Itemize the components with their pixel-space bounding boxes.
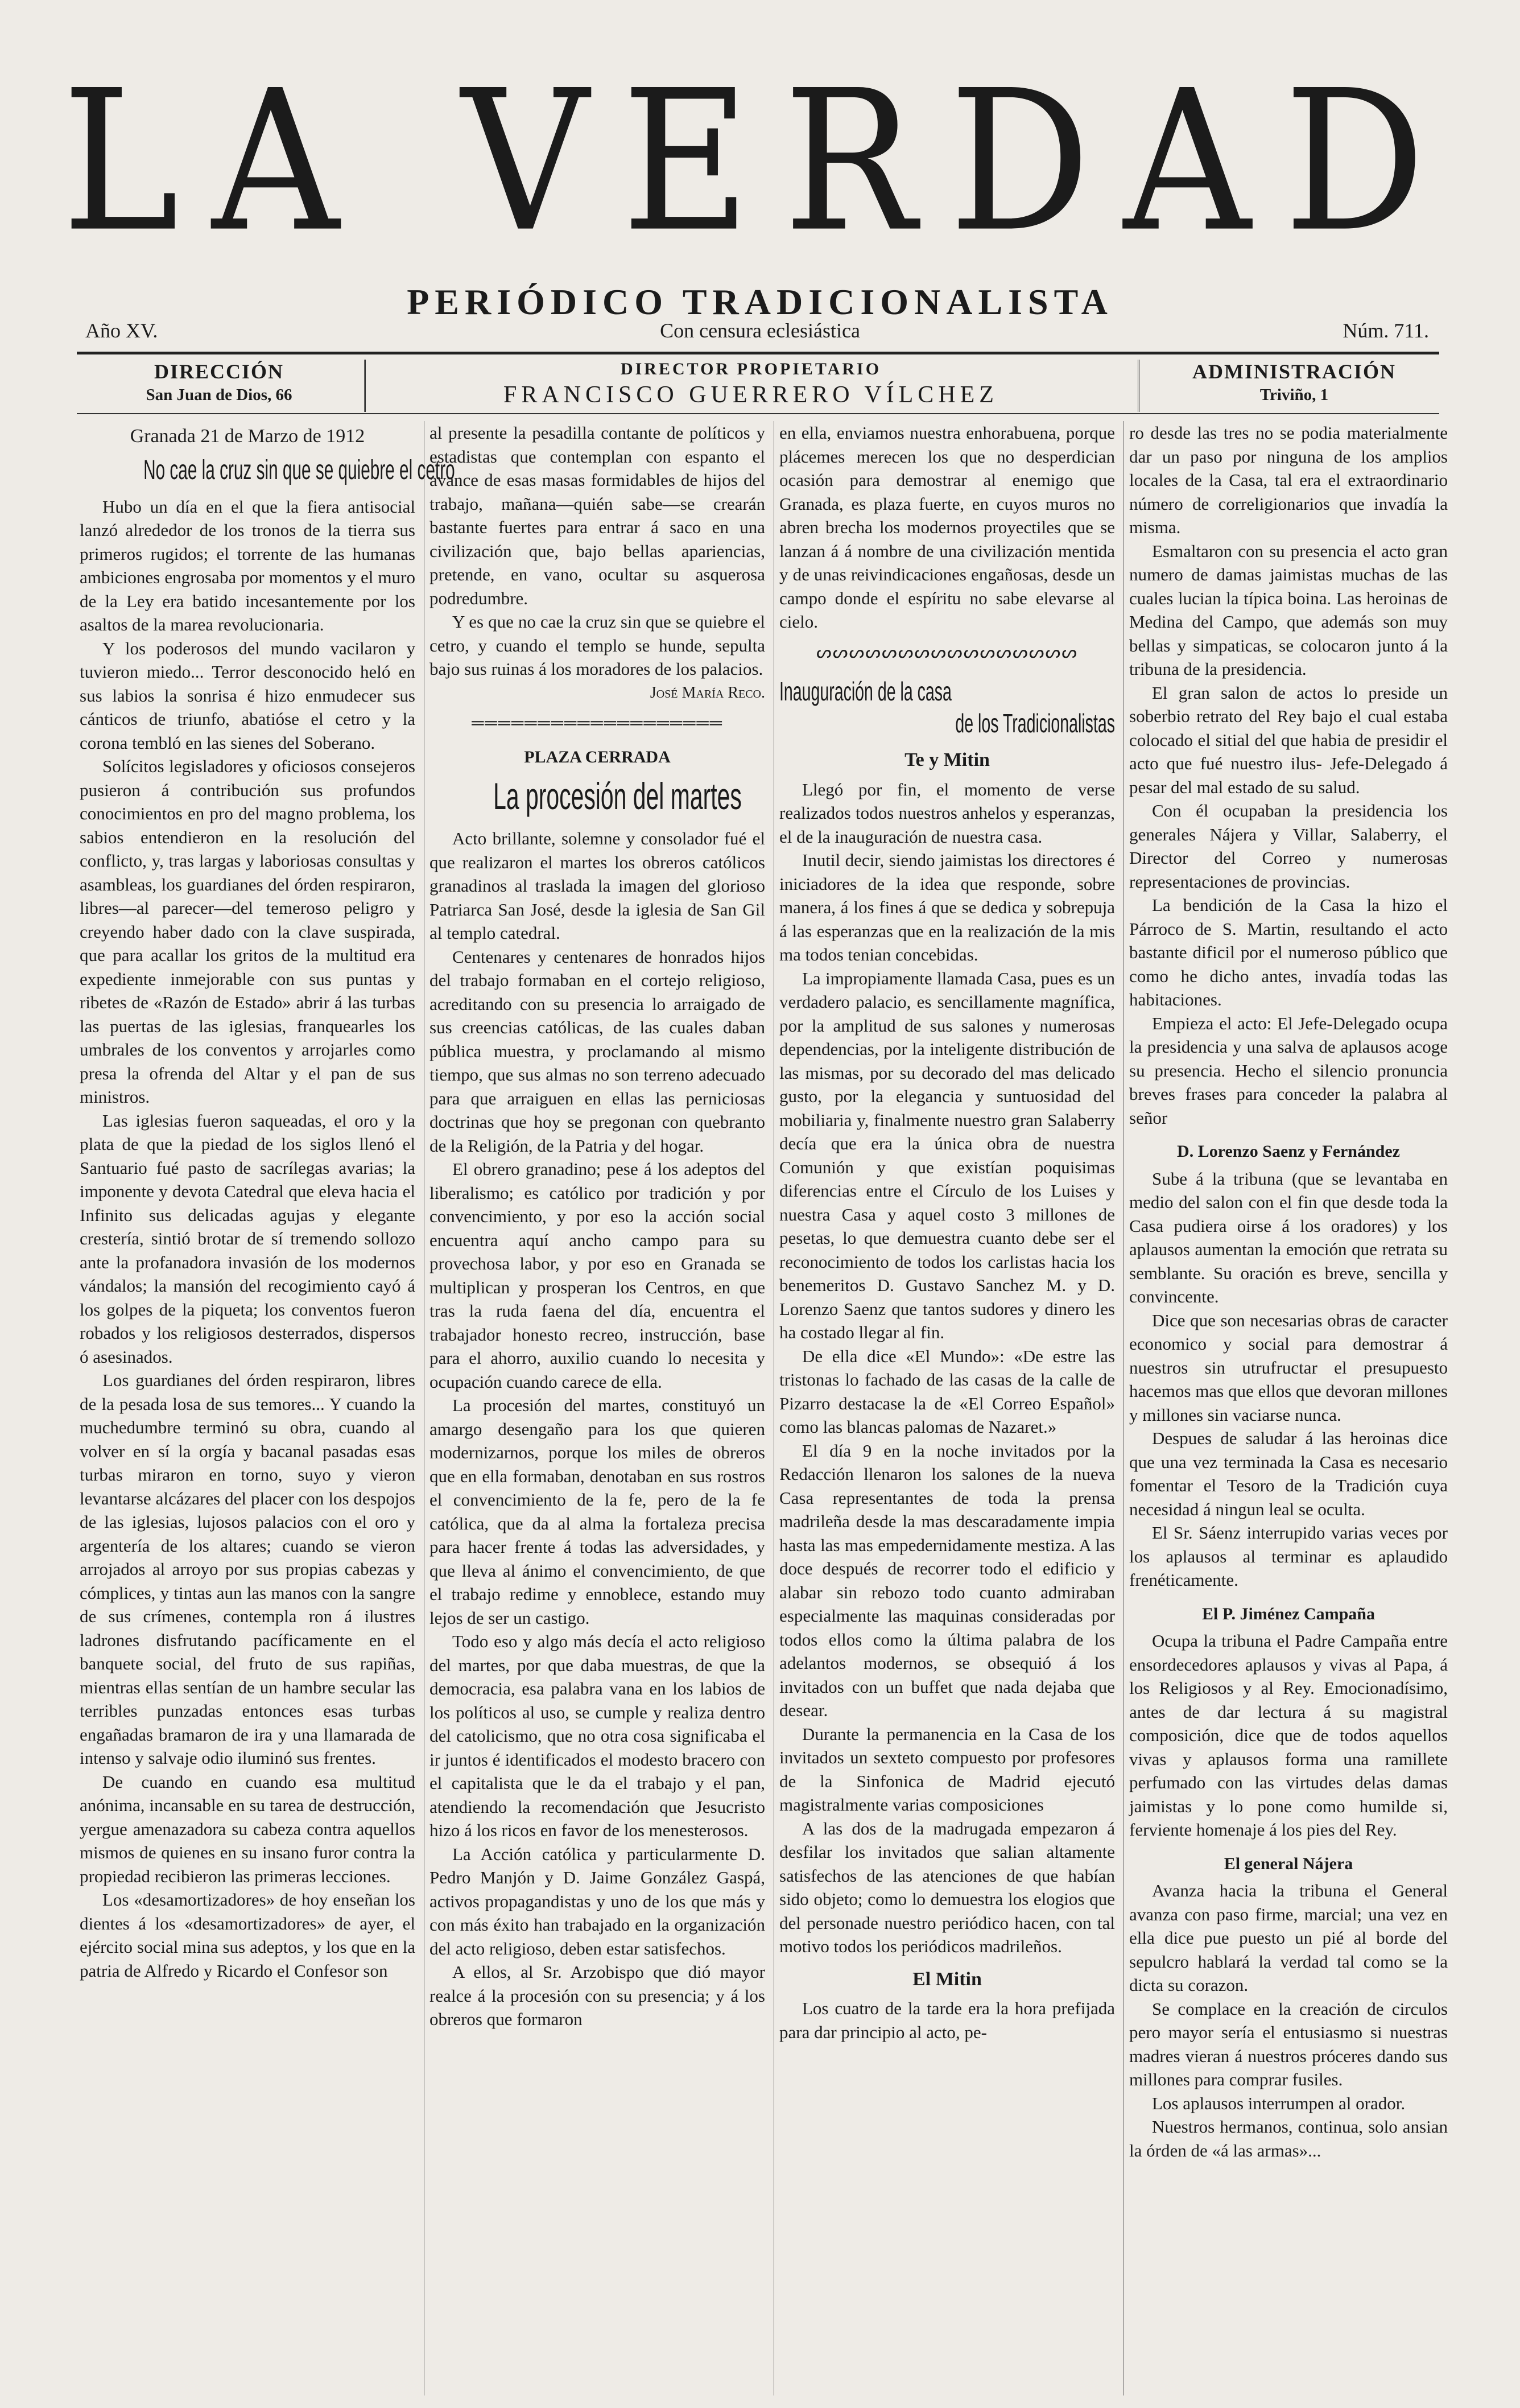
direccion-label: DIRECCIÓN — [154, 360, 284, 383]
paragraph: Esmaltaron con su presencia el acto gran numero de damas jaimistas muchas de las cuales lucian la típica boina. Las heroinas de Medina del Campo, que además son muy bellas y simpaticas, se colocaron junto á la tribuna de la presidencia. — [1129, 541, 1448, 679]
author-signature: José María Reco. — [650, 683, 765, 702]
paragraph: El obrero granadino; pese á los adeptos del liberalismo; es católico por tradición y por convencimiento, y por eso la acción social encuentra aquí ancho campo para su provechosa labor, y por eso en Granada se multiplican y prosperan los Centros, en que tras la ruda faena del día, encuentra el trabajador honesto recreo, instrucción, base para el ahorro, auxilio cuando lo necesita y ocupación cuando carece de ella. — [429, 1159, 765, 1392]
column-1 — [80, 421, 455, 2395]
header-separator-right — [1138, 360, 1139, 412]
paragraph: A ellos, al Sr. Arzobispo que dió mayor realce á la procesión con su presencia; y á los obreros que formaron — [429, 1962, 765, 2029]
paragraph: Y los poderosos del mundo vacilaron y tuvieron miedo... Terror desconocido heló en sus labios la sonrisa é hizo enmudecer sus cánticos de triunfo, abatióse el cetro y la corona tembló en las sienes del Soberano. — [80, 638, 415, 753]
paragraph: El gran salon de actos lo preside un soberbio retrato del Rey bajo el cual estaba colocado el sitial del que habia de presidir el acto que fué nuestro ilus- Jefe-Delegado á pesar del mal estado de su salud. — [1129, 682, 1448, 797]
header-top-rule — [77, 352, 1439, 354]
paragraph: Los cuatro de la tarde era la hora prefijada para dar principio al acto, pe- — [779, 1998, 1115, 2042]
director-label: DIRECTOR PROPIETARIO — [620, 360, 882, 378]
paragraph: Y es que no cae la cruz sin que se quiebre el cetro, y cuando el templo se hunde, sepulta bajo sus ruinas á los moradores de los palacios. — [429, 612, 765, 679]
paragraph: Llegó por fin, el momento de verse realizados todos nuestros anhelos y esperanzas, el de la inauguración de nuestra casa. — [779, 779, 1115, 847]
paragraph: De cuando en cuando esa multitud anónima, incansable en su tarea de destrucción, yergue amenazadora su cabeza contra aquellos mismos de quienes en su insano furor contra la propiedad recibieron las primeras lecciones. — [80, 1771, 415, 1886]
column-2 — [429, 421, 765, 2395]
speaker-heading: D. Lorenzo Saenz y Fernández — [1177, 1142, 1400, 1161]
paragraph: Hubo un día en el que la fiera antisocial lanzó alrededor de los tronos de la tierra sus primeros rugidos; el torrente de las humanas ambiciones engrosaba por momentos y el muro de la Ley era batido incesantemente por los asaltos de la marea revolucionaria. — [80, 496, 415, 634]
paragraph: al presente la pesadilla contante de políticos y estadistas que contemplan con espanto el avance de esas masas formidables de hijos del trabajo, mañana—quién sabe—se crearán bastante fuertes para entrar á saco en una civilización que, bajo bellas apariencias, pretende, en vano, ocultar su asquerosa podredumbre. — [429, 423, 765, 608]
paragraph: ro desde las tres no se podia materialmente dar un paso por ninguna de los amplios locales de la Casa, tal era el extraordinario número de correligionarios que invadía la misma. — [1129, 423, 1448, 537]
director-box — [370, 360, 1132, 409]
speaker-heading: El P. Jiménez Campaña — [1202, 1604, 1375, 1623]
header-separator-left — [364, 360, 366, 412]
administracion-address: Triviño, 1 — [1259, 386, 1329, 404]
paragraph: Se complace en la creación de circulos pero mayor sería el entusiasmo si nuestras madres vieran á nuestros próceres dando sus millones para comprar fusiles. — [1129, 1998, 1448, 2089]
director-name: FRANCISCO GUERRERO VÍLCHEZ — [503, 382, 998, 408]
speaker-heading: El general Nájera — [1224, 1854, 1353, 1873]
paragraph: Con él ocupaban la presidencia los generales Nájera y Villar, Salaberry, el Director del Correo y numerosas representaciones de provincias. — [1129, 801, 1448, 892]
paragraph: Empieza el acto: El Jefe-Delegado ocupa la presidencia y una salva de aplausos acoge su presencia. Hecho el silencio pronuncia breves frases para conceder la palabra al señor — [1129, 1013, 1448, 1128]
paragraph: Durante la permanencia en la Casa de los invitados un sexteto compuesto por profesores de la Sinfonica de Madrid ejecutó magistralmente varias composiciones — [779, 1723, 1115, 1815]
masthead-title: LA VERDAD — [61, 48, 1459, 275]
administracion-box — [1146, 360, 1442, 405]
dateline: Granada 21 de Marzo de 1912 — [130, 426, 365, 447]
censorship-note: Con censura eclesiástica — [660, 319, 860, 342]
article-subheading: El Mitin — [912, 1968, 982, 1990]
paragraph: en ella, enviamos nuestra enhorabuena, porque plácemes merecen los que no desperdician ocasión para demostrar al enemigo que Granada, es plaza fuerte, en cuyos muros no abren brecha los modernos proyectiles que se lanzan á á nombre de una civilización mentida y de unas reivindicaciones engañosas, desde un campo donde el espíritu no sabe elevarse al cielo. — [779, 423, 1115, 632]
paragraph: A las dos de la madrugada empezaron á desfilar los invitados que salian altamente satisfechos de las atenciones de que habían sido objeto; como lo demuestra los elogios que del personade nuestro periódico hacen, con tal motivo todos los periódicos madrileños. — [779, 1818, 1115, 1956]
paragraph: El Sr. Sáenz interrupido varias veces por los aplausos al terminar es aplaudido frenéticamente. — [1129, 1523, 1448, 1590]
paragraph: Las iglesias fueron saqueadas, el oro y la plata de que la piedad de los siglos llenó el Santuario fué pasto de sacrílegas avarias; la imponente y devota Catedral que eleva hacia el Infinito sus delicadas agujas y elegante crestería, sintió brotar de sí tremendo sollozo ante la profanadora invasión de los modernos vándalos; la mansión del recogimiento cayó á los golpes de la piqueta; los conventos fueron robados y los religiosos desterrados, dispersos ó asesinados. — [80, 1110, 415, 1367]
paragraph: Ocupa la tribuna el Padre Campaña entre ensordecedores aplausos y vivas al Papa, á los Religiosos y al Rey. Emocionadísimo, antes de dar lectura á su magistral composición, dice que de todos aquellos vivas y aplausos forma una ramillete perfumado con las virtudes delas damas jaimistas y lo pone como humilde si, ferviente homenaje á los pies del Rey. — [1129, 1631, 1448, 1840]
paragraph: Nuestros hermanos, continua, solo ansian la órden de «á las armas»... — [1129, 2117, 1448, 2160]
paragraph: Los guardianes del órden respiraron, libres de la pesada losa de sus temores... Y cuando la muchedumbre terminó su obra, cuando al volver en sí la orgía y bacanal pasadas esas turbas miraron en torno, suyo y vieron levantarse alcázares del placer con los despojos de las iglesias, lujosos palacios con el oro y argentería de los altares; cuando se vieron arrojados al arroyo por sus propias cabezas y cómplices, y tintas aun las manos con la sangre de sus crímenes, contempla ron á ilustres ladrones disfrutando pacíficamente en el banquete social, del fruto de sus rapiñas, mientras ellas sentían de un hambre secular las terribles punzadas entonces esas turbas engañadas bramaron de ira y una llamarada de intenso y salvaje odio iluminó sus frentes. — [80, 1370, 415, 1768]
paragraph: Despues de saludar á las heroinas dice que una vez terminada la Casa es necesario fomentar el Tesoro de la Tradición cuya necesidad á ningun leal se oculta. — [1129, 1428, 1448, 1519]
section-divider: ═══════════════════ — [472, 714, 723, 732]
paragraph: Avanza hacia la tribuna el General avanza con paso firme, marcial; una vez en ella dice pue puesto un pié al borde del sepulcro hablará la verdad tal como se la dicta su corazon. — [1129, 1881, 1448, 1995]
paragraph: Sube á la tribuna (que se levantaba en medio del salon con el fin que desde toda la Casa pudiera oirse á los oradores) y los aplausos aumentan la emoción que retrata su semblante. Su oración es breve, sencilla y convincente. — [1129, 1168, 1448, 1306]
masthead-subtitle: PERIÓDICO TRADICIONALISTA — [407, 282, 1113, 322]
paragraph: La impropiamente llamada Casa, pues es un verdadero palacio, es sencillamente magnífica, por la amplitud de sus salones y numerosas dependencias, por la inteligente distribución de las mismas, por su decorado del mas delicado gusto, por la elegancia y suntuosidad del mobiliaria y, finalmente nuestro gran Salaberry decía que era la única obra de nuestra Comunión y que existían poquisimas diferencias entre el Círculo de los Luises y nuestra Casa y aquel costo 3 millones de pesetas, lo que demuestra cuanto debe ser el reconocimiento de todos los carlistas hacia los benemeritos D. Gustavo Sanchez M. y D. Lorenzo Saenz que tantos sudores y dinero les ha costado llegar al fin. — [779, 968, 1115, 1342]
administracion-label: ADMINISTRACIÓN — [1192, 360, 1397, 383]
column-3 — [779, 421, 1115, 2395]
article-headline: La procesión del martes — [493, 775, 742, 817]
paragraph: La bendición de la Casa la hizo el Párroco de S. Martin, resultando el acto bastante dificil por el numeroso público que como he dicho antes, invadía todas las habitaciones. — [1129, 895, 1448, 1009]
issue-number: Núm. 711. — [1343, 319, 1429, 342]
article-subheading: Te y Mitin — [904, 749, 990, 770]
paragraph: De ella dice «El Mundo»: «De estre las tristonas lo fachado de las casas de la calle de Pizarro destacase la de «El Correo Español» como las blancas palomas de Nazaret.» — [779, 1346, 1115, 1437]
paragraph: El día 9 en la noche invitados por la Redacción llenaron los salones de la nueva Casa representantes de toda la prensa madrileña desde la mas descaradamente impia hasta las mas empedernidamente mestiza. A las doce después de recorrer todo el edificio y alabar sin rebozo todo cuanto admiraban especialmente las maquinas consideradas por todos ellos como la última palabra de los adelantos modernos, se obsequió á los invitados con un buffet que nada dejaba que desear. — [779, 1440, 1115, 1720]
paragraph: Acto brillante, solemne y consolador fué el que realizaron el martes los obreros católicos granadinos al traslada la imagen del glorioso Patriarca San José, desde la iglesia de San Gil al templo catedral. — [429, 828, 765, 943]
column-4 — [1129, 421, 1448, 2395]
paragraph: Dice que son necesarias obras de caracter economico y social para demostrar á nuestros sin utrufructar el presupuesto hacemos mas que ellos que devoran millones y millones sin vaciarse nunca. — [1129, 1310, 1448, 1425]
direccion-box — [77, 360, 361, 405]
section-label: PLAZA CERRADA — [524, 747, 671, 766]
header-bottom-rule — [77, 413, 1439, 414]
paragraph: Centenares y centenares de honrados hijos del trabajo formaban en el cortejo religioso, acreditando con su presencia lo arraigado de sus creencias católicas, de las cuales daban pública muestra, y proclamando al mismo tiempo, que sus almas no son terreno adecuado para que arraiguen en ellas las perniciosas doctrinas que hoy se pregonan con quebranto de la Religión, de la Patria y del hogar. — [429, 946, 765, 1156]
paragraph: La procesión del martes, constituyó un amargo desengaño para los que quieren modernizarnos, porque los miles de obreros que en ella formaban, denotaban en sus rostros el convencimiento de la fe, pero de la fe católica, que da al alma la fortaleza precisa para hacer frente á todas las adversidades, y que lleva al ánimo el convencimiento, de que el trabajo redime y ennoblece, estando muy lejos de ser un castigo. — [429, 1395, 765, 1628]
paragraph: Todo eso y algo más decía el acto religioso del martes, por que daba muestras, de que la democracia, esa palabra vana en los labios de los políticos al uso, se cumple y realiza dentro del catolicismo, que no otra cosa significaba el ir juntos é identificados el modesto bracero con el capitalista que le da el trabajo y el pan, atendiendo la recomendación que Jesucristo hizo á los ricos en favor de los menesterosos. — [429, 1631, 765, 1840]
paragraph: Inutil decir, siendo jaimistas los directores é iniciadores de la idea que responde, sobre manera, á los fines á que se dedica y sobrepuja á las esperanzas que en la realización de la mis ma todos tenian concebidas. — [779, 850, 1115, 964]
ornament-divider: ᔕᔕᔕᔕᔕᔕᔕᔕᔕᔕᔕᔕᔕᔕᔕᔕ — [816, 642, 1078, 662]
paragraph: Solícitos legisladores y oficiosos consejeros pusieron á contribución sus profundos conocimientos en pro del magno problema, los sabios entendieron en la resolución del conflicto, y, tras largas y laboriosas consultas y asambleas, los guardianes del órden respiraron, libres—al parecer—del temeroso peligro y creyendo haber dado con la clave suspirada, que para acallar los gritos de la multitud era expediente inmejorable con sus puntas y ribetes de «Razón de Estado» abrir á las turbas las puertas de las iglesias, franquearles los umbrales de los conventos y arrojarles como presa la ofrenda del Altar y el pan de sus ministros. — [80, 756, 415, 1107]
paragraph: Los «desamortizadores» de hoy enseñan los dientes á los «desamortizadores» de ayer, el ejército social mina sus adeptos, y los que en la patria de Alfredo y Ricardo el Confesor son — [80, 1890, 415, 1981]
direccion-address: San Juan de Dios, 66 — [146, 386, 292, 404]
article-headline-line1: Inauguración de la casa — [779, 677, 952, 706]
article-headline: No cae la cruz sin que se quiebre el cetro — [143, 455, 455, 485]
paragraph: La Acción católica y particularmente D. Pedro Manjón y D. Jaime González Gaspá, activos propagandistas y uno de los que más y con más éxito han trabajado en la organización del acto religioso, deben estar satisfechos. — [429, 1844, 765, 1958]
year-label: Año XV. — [85, 319, 158, 342]
article-headline-line2: de los Tradicionalistas — [955, 708, 1115, 738]
paragraph: Los aplausos interrumpen al orador. — [1152, 2093, 1406, 2113]
